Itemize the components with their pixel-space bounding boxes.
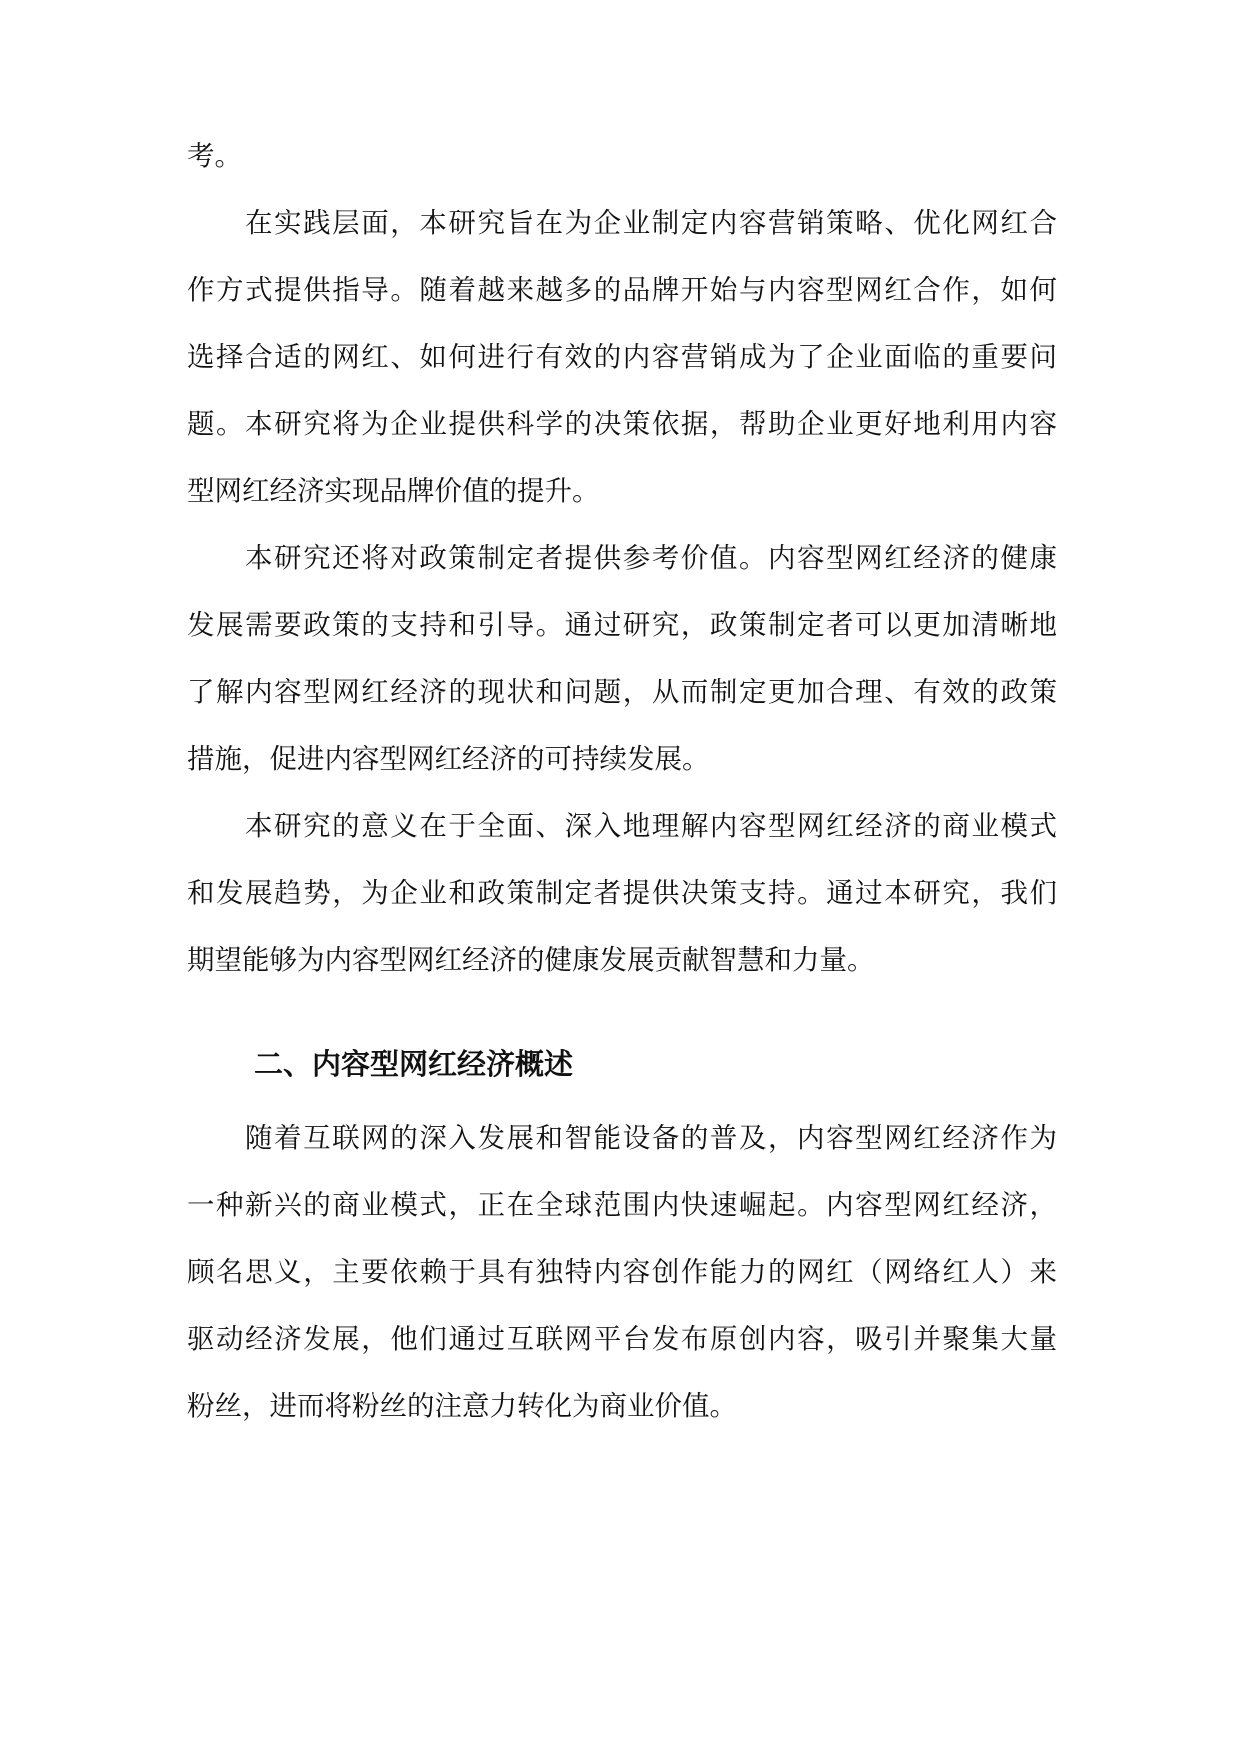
paragraph-line: 本研究还将对政策制定者提供参考价值。内容型网红经济的健康 (245, 542, 1057, 574)
section-heading: 二、内容型网红经济概述 (254, 1047, 574, 1081)
paragraph-line: 题。本研究将为企业提供科学的决策依据，帮助企业更好地利用内容 (187, 408, 1057, 440)
paragraph-line: 考。 (187, 140, 242, 172)
paragraph-line: 一种新兴的商业模式，正在全球范围内快速崛起。内容型网红经济， (187, 1189, 1057, 1221)
paragraph-line: 驱动经济发展，他们通过互联网平台发布原创内容，吸引并聚集大量 (187, 1323, 1057, 1355)
paragraph-line: 型网红经济实现品牌价值的提升。 (187, 475, 600, 507)
paragraph-line: 和发展趋势，为企业和政策制定者提供决策支持。通过本研究，我们 (187, 877, 1057, 909)
paragraph-line: 在实践层面，本研究旨在为企业制定内容营销策略、优化网红合 (245, 207, 1057, 239)
paragraph-line: 发展需要政策的支持和引导。通过研究，政策制定者可以更加清晰地 (187, 609, 1057, 641)
paragraph-line: 本研究的意义在于全面、深入地理解内容型网红经济的商业模式 (245, 810, 1057, 842)
paragraph-line: 了解内容型网红经济的现状和问题，从而制定更加合理、有效的政策 (187, 676, 1057, 708)
paragraph-line: 顾名思义，主要依赖于具有独特内容创作能力的网红（网络红人）来 (187, 1256, 1057, 1288)
paragraph-line: 随着互联网的深入发展和智能设备的普及，内容型网红经济作为 (245, 1122, 1057, 1154)
paragraph-line: 选择合适的网红、如何进行有效的内容营销成为了企业面临的重要问 (187, 341, 1057, 373)
paragraph-line: 措施，促进内容型网红经济的可持续发展。 (187, 743, 710, 775)
paragraph-line: 期望能够为内容型网红经济的健康发展贡献智慧和力量。 (187, 944, 875, 976)
paragraph-line: 作方式提供指导。随着越来越多的品牌开始与内容型网红合作，如何 (187, 274, 1057, 306)
paragraph-line: 粉丝，进而将粉丝的注意力转化为商业价值。 (187, 1390, 737, 1422)
